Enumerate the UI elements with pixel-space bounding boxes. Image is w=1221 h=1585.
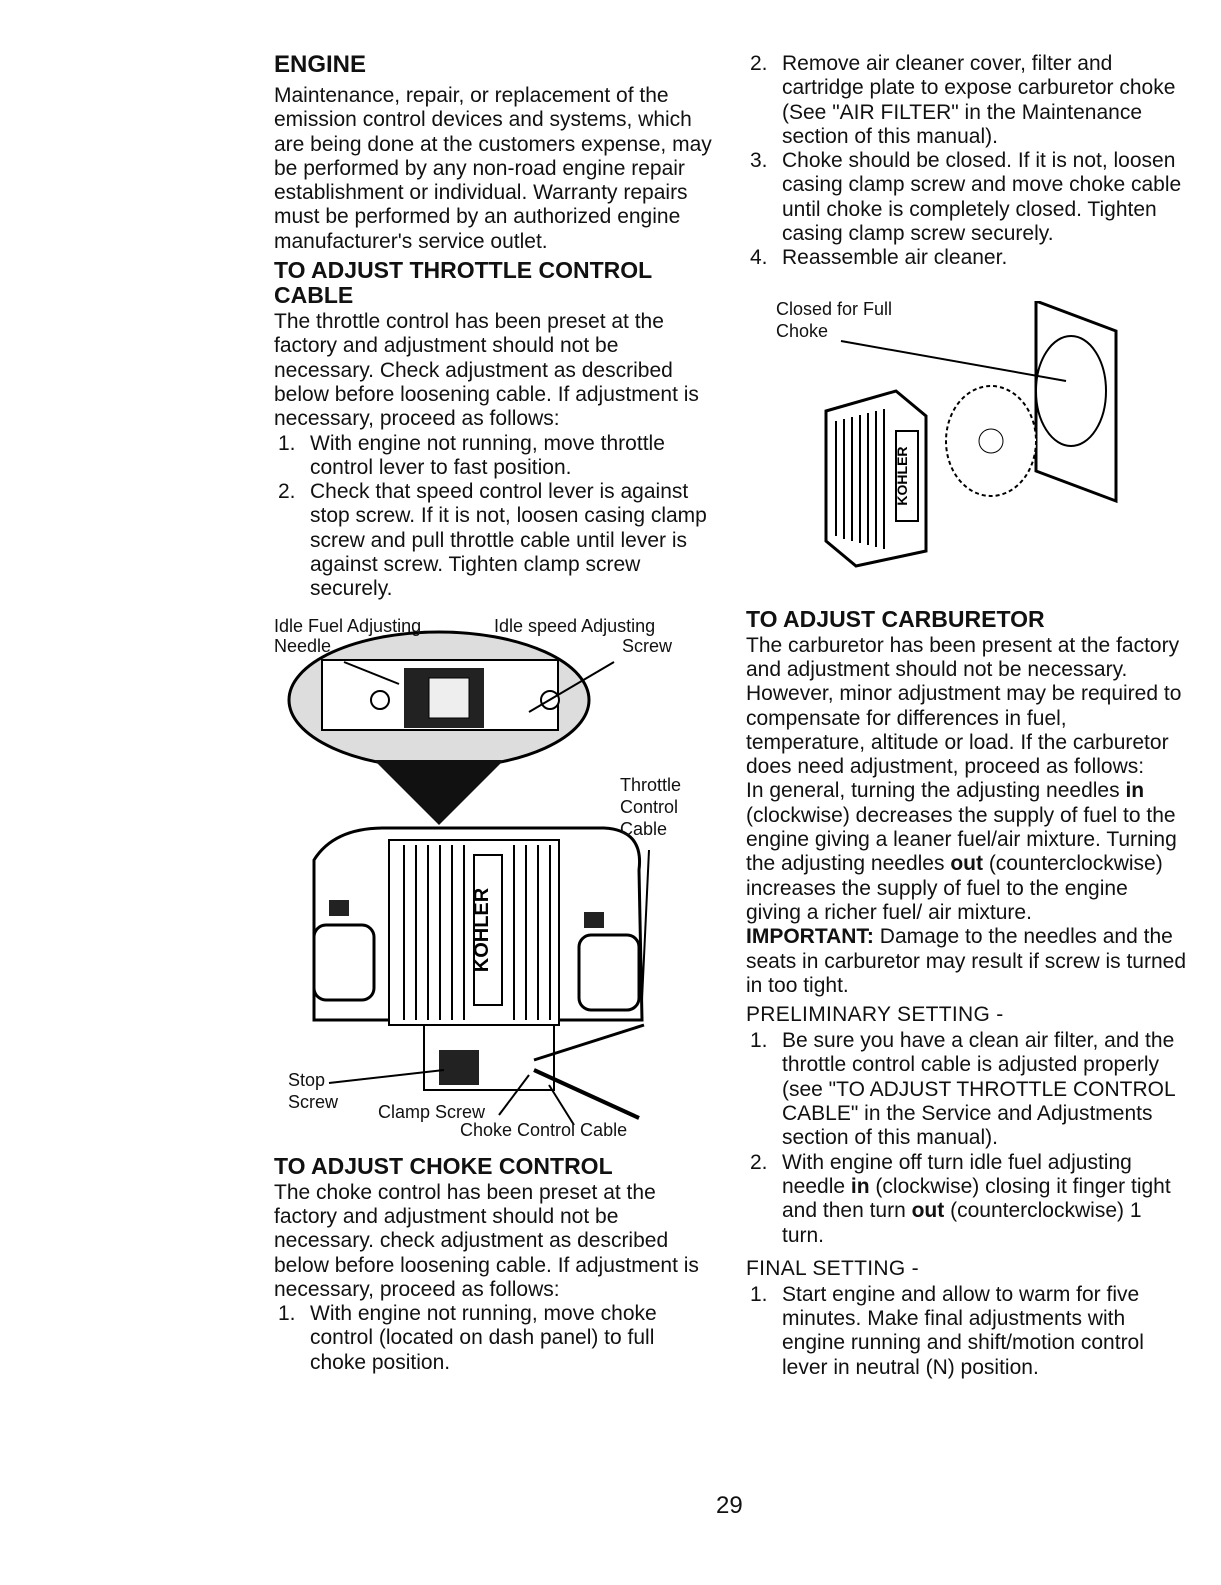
clamp-screw-label: Clamp Screw (378, 1101, 486, 1122)
page-number: 29 (716, 1492, 743, 1519)
idle-speed-label: Idle speed Adjusting (494, 615, 656, 636)
screw-label: Screw (622, 635, 673, 656)
throttle-label-1: Throttle (620, 774, 682, 795)
final-steps (746, 1283, 1186, 1380)
stop-label: Stop (288, 1069, 326, 1090)
list-item: 2. Remove air cleaner cover, filter and cartridge plate to expose carburetor choke (See "AIR FILTER" in the Maintenance section of this manual). (750, 52, 1176, 148)
throttle-label-2: Control (620, 796, 679, 817)
list-item: 1. With engine not running, move choke control (located on dash panel) to full choke position. (278, 1302, 657, 1374)
list-item: 3. Choke should be closed. If it is not, loosen casing clamp screw and move choke cable until choke is completely closed. Tighten casing clamp screw securely. (750, 149, 1182, 246)
preliminary-steps (746, 1029, 1186, 1248)
closed-label: Closed for Full (776, 298, 893, 319)
choke-steps (274, 1302, 714, 1375)
carburetor-paragraph: The carburetor has been present at the factory and adjustment should not be necessary. However, minor adjustment may be required to compensate for differences in fuel, temperature, altitude or load. If the carburetor does need adjustment, proceed as follows: (746, 633, 1182, 779)
choke-label: Choke (776, 320, 829, 341)
list-item: 1. With engine not running, move throttle control lever to fast position. (278, 431, 665, 479)
engine-illustration (274, 620, 714, 1140)
air-cleaner-illustration (746, 298, 1186, 591)
choke-paragraph: The choke control has been preset at the factory and adjustment should not be necessary. check adjustment as described below before loosening cable. If adjustment is necessary, proceed as follows: (274, 1180, 699, 1301)
kohler-logo: KOHLER (471, 887, 493, 972)
air-cleaner-figure (746, 298, 1186, 591)
list-item: 1. Be sure you have a clean air filter, and the throttle control cable is adjusted properly (see "TO ADJUST THROTTLE CONTROL CABLE" in the Service and Adjustments section of this manual). (750, 1029, 1175, 1150)
carburetor-heading: TO ADJUST CARBURETOR (746, 605, 1045, 632)
choke-steps-continued (746, 52, 1186, 271)
engine-carburetor-figure (274, 615, 714, 1140)
choke-cable-label: Choke Control Cable (460, 1119, 628, 1140)
list-item: 2. With engine off turn idle fuel adjusting needle in (clockwise) closing it finger tight and then turn out (counterclockwise) 1 turn. (750, 1150, 1171, 1247)
throttle-paragraph: The throttle control has been preset at the factory and adjustment should not be necessary. Check adjustment as described below before loosening cable. If adjustment is necessary, proceed as follows: (274, 310, 699, 431)
list-item: 4. Reassemble air cleaner. (750, 246, 1008, 270)
left-column (274, 52, 714, 1375)
idle-fuel-label: Idle Fuel Adjusting (274, 615, 422, 636)
preliminary-heading: PRELIMINARY SETTING - (746, 1003, 1004, 1027)
engine-paragraph: Maintenance, repair, or replacement of the emission control devices and systems, which are being done at the customers expense, may be performed by any non-road engine repair establishment or individual. Warranty repairs must be performed by an authorized engine manufacturer's service outlet. (274, 84, 712, 253)
throttle-heading: TO ADJUST THROTTLE CONTROL CABLE (274, 257, 652, 309)
right-column (746, 52, 1186, 1380)
list-item: 2. Check that speed control lever is against stop screw. If it is not, loosen casing clamp screw and pull throttle cable until lever is against screw. Tighten clamp screw securely. (278, 480, 707, 601)
kohler-logo: KOHLER (894, 446, 910, 506)
important-paragraph: IMPORTANT: Damage to the needles and the seats in carburetor may result if screw is turned in too tight. (746, 925, 1186, 997)
throttle-steps (274, 432, 714, 602)
list-item: 1. Start engine and allow to warm for five minutes. Make final adjustments with engine running and shift/motion control lever in neutral (N) position. (750, 1282, 1144, 1379)
choke-heading: TO ADJUST CHOKE CONTROL (274, 1152, 613, 1179)
stop-screw-label: Screw (288, 1091, 339, 1112)
final-heading: FINAL SETTING - (746, 1256, 919, 1280)
general-paragraph: In general, turning the adjusting needles in (clockwise) decreases the supply of fuel to the engine giving a leaner fuel/air mixture. Turning the adjusting needles out (counterclockwise) increases the supply of fuel to the engine giving a richer fuel/ air mixture. (746, 779, 1177, 924)
needle-label: Needle (274, 635, 332, 656)
throttle-label-3: Cable (620, 818, 668, 839)
engine-heading: ENGINE (274, 51, 367, 78)
